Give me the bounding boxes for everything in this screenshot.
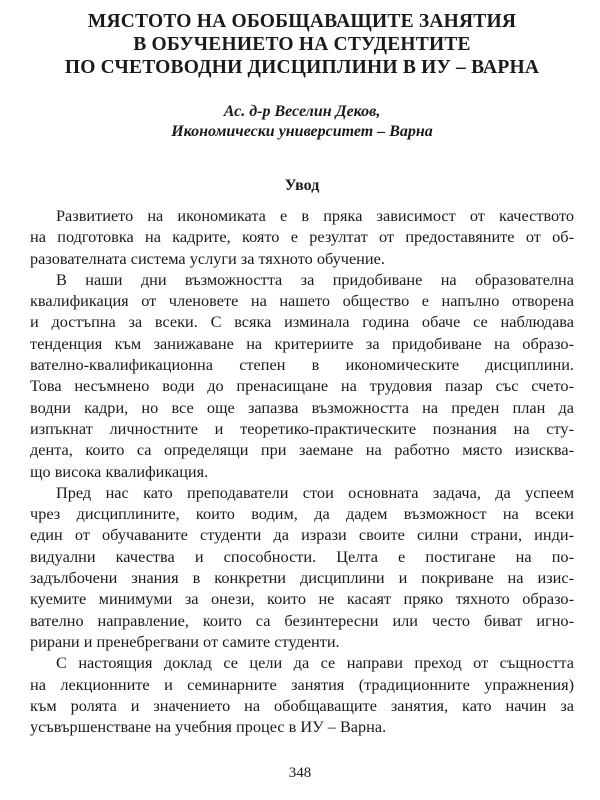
text-line: изпъкнат личностните и теоретико-практическите познания на сту- bbox=[30, 418, 574, 438]
text-line: разователната система услуги за тяхното обучение. bbox=[30, 248, 385, 268]
text-line: на подготовка на кадрите, която е резултат от предоставяните от об- bbox=[30, 227, 574, 247]
text-line: С настоящия доклад се цели да се направи преход от същността bbox=[56, 653, 574, 673]
text-line: тенденция към занижаване на критериите за придобиване на образо- bbox=[30, 333, 574, 353]
text-line: вателно направление, които са безинтересни или често биват игно- bbox=[30, 610, 574, 630]
text-line: един от обучаваните студенти да изрази своите силни страни, инди- bbox=[30, 525, 574, 545]
text-line: Това несъмнено води до пренасищане на трудовия пазар със счето- bbox=[30, 376, 574, 396]
paragraph-4 bbox=[30, 652, 574, 737]
title-line: ПО СЧЕТОВОДНИ ДИСЦИПЛИНИ В ИУ – ВАРНА bbox=[64, 57, 540, 78]
title-line: В ОБУЧЕНИЕТО НА СТУДЕНТИТЕ bbox=[133, 34, 471, 55]
paper-title bbox=[30, 10, 574, 79]
text-line: водни кадри, но все още запазва възможността на преден план да bbox=[30, 397, 574, 417]
paragraph-1 bbox=[30, 205, 574, 269]
text-line: В наши дни възможността за придобиване на образователна bbox=[56, 269, 574, 289]
text-line: рирани и пренебрегвани от самите студенти. bbox=[30, 631, 340, 651]
text-line: и достъпна за всеки. С всяка изминала година обаче се наблюдава bbox=[30, 312, 574, 332]
text-line: Пред нас като преподаватели стои основната задача, да успеем bbox=[56, 482, 574, 502]
title-line: МЯСТОТО НА ОБОБЩАВАЩИТЕ ЗАНЯТИЯ bbox=[87, 11, 517, 32]
text-line: видуални качества и способности. Целта е постигане на по- bbox=[30, 546, 574, 566]
author-block bbox=[30, 102, 574, 142]
text-line: на лекционните и семинарните занятия (традиционните упражнения) bbox=[30, 674, 574, 694]
page-number: 348 bbox=[288, 765, 312, 781]
text-line: задълбочени знания в конкретни дисциплини и покриване на изис- bbox=[30, 568, 574, 588]
paragraph-2 bbox=[30, 269, 574, 482]
body-text bbox=[30, 205, 574, 737]
text-line: що висока квалификация. bbox=[30, 461, 209, 481]
author-name: Ас. д-р Веселин Деков, bbox=[223, 103, 381, 120]
text-line: чрез дисциплините, които водим, да дадем възможност на всеки bbox=[30, 504, 574, 524]
section-heading: Увод bbox=[284, 177, 320, 194]
text-line: Развитието на икономиката е в пряка зависимост от качеството bbox=[56, 206, 574, 225]
paragraph-3 bbox=[30, 482, 574, 652]
text-line: към ролята и значението на обобщаващите занятия, като начин за bbox=[30, 695, 574, 715]
text-line: куемите минимуми за онези, които не касаят пряко тяхното образо- bbox=[30, 589, 574, 609]
text-line: квалификация от членовете на нашето общество е напълно отворена bbox=[30, 291, 574, 311]
author-affiliation: Икономически университет – Варна bbox=[171, 123, 433, 140]
text-line: усъвършенстване на учебния процес в ИУ – Варна. bbox=[30, 717, 387, 737]
text-line: дента, които са определящи при заемане на работно място изисква- bbox=[30, 440, 574, 460]
text-line: вателно-квалификационна степен в икономическите дисциплини. bbox=[30, 355, 574, 375]
